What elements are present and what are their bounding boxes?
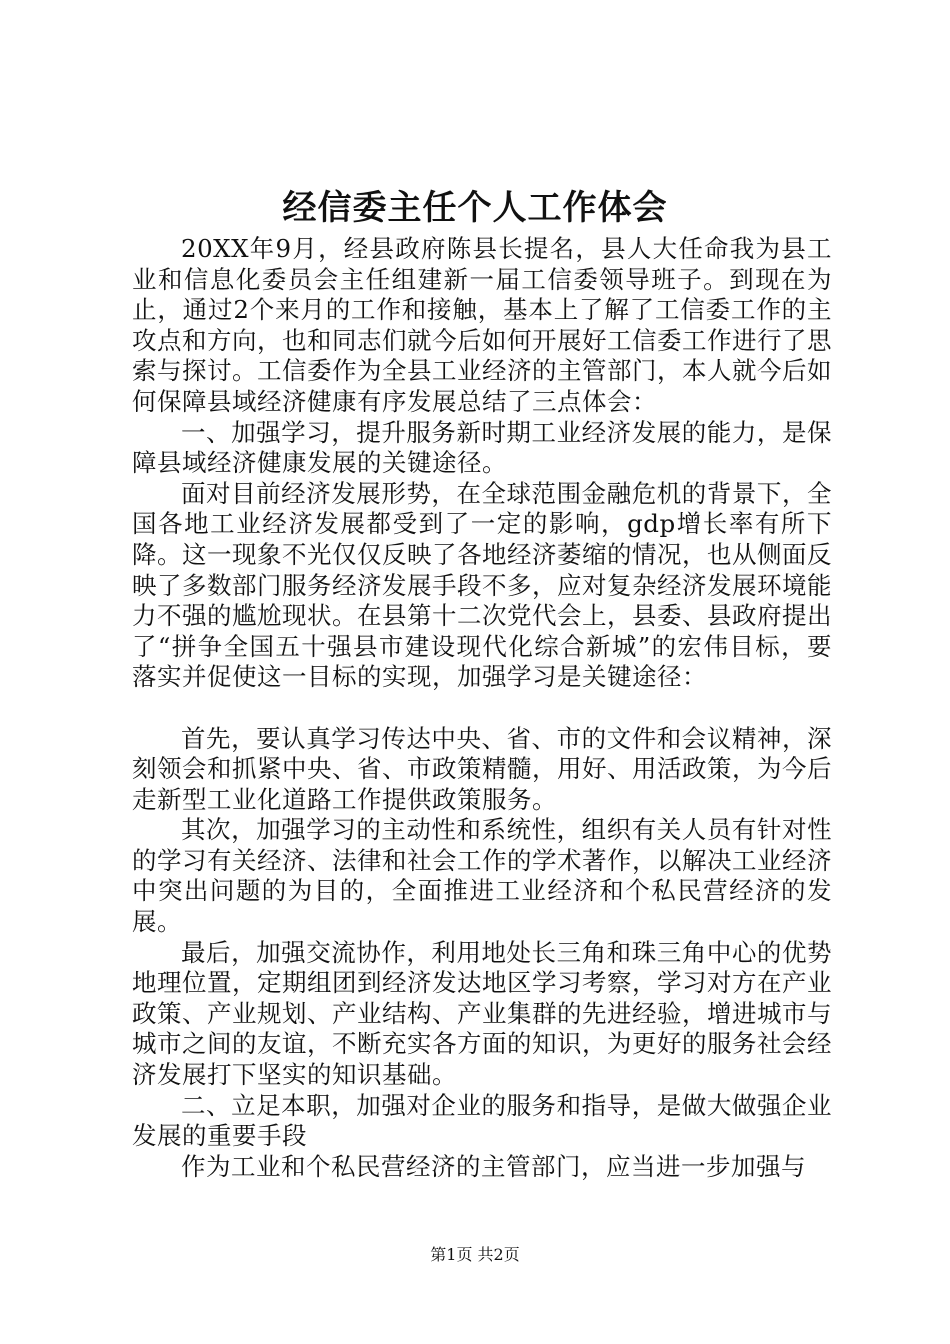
paragraph-economic-situation: 面对目前经济发展形势，在全球范围金融危机的背景下，全国各地工业经济发展都受到了一定的影响，gdp增长率有所下降。这一现象不光仅仅反映了各地经济萎缩的情况，也从侧面反映了多数部门服务经济发展手段不多，应对复杂经济发展环境能力不强的尴尬现状。在县第十二次党代会上，县委、县政府提出了“拼争全国五十强县市建设现代化综合新城”的宏伟目标，要落实并促使这一目标的实现，加强学习是关键途径：: [132, 478, 832, 692]
paragraph-last: 最后，加强交流协作，利用地处长三角和珠三角中心的优势地理位置，定期组团到经济发达地区学习考察，学习对方在产业政策、产业规划、产业结构、产业集群的先进经验，增进城市与城市之间的友谊，不断充实各方面的知识，为更好的服务社会经济发展打下坚实的知识基础。: [132, 937, 832, 1090]
document-title: 经信委主任个人工作体会: [282, 188, 668, 228]
paragraph-intro: 20XX年9月，经县政府陈县长提名，县人大任命我为县工业和信息化委员会主任组建新一届工信委领导班子。到现在为止，通过2个来月的工作和接触，基本上了解了工信委工作的主攻点和方向，也和同志们就今后如何开展好工信委工作进行了思索与探讨。工信委作为全县工业经济的主管部门，本人就今后如何保障县域经济健康有序发展总结了三点体会：: [132, 234, 832, 416]
paragraph-continued: 作为工业和个私民营经济的主管部门，应当进一步加强与: [181, 1151, 806, 1181]
paragraph-first: 首先，要认真学习传达中央、省、市的文件和会议精神，深刻领会和抓紧中央、省、市政策精髓，用好、用活政策，为今后走新型工业化道路工作提供政策服务。: [132, 723, 832, 814]
document-body: [132, 234, 832, 1182]
paragraph-heading-one: 一、加强学习，提升服务新时期工业经济发展的能力，是保障县域经济健康发展的关键途径。: [132, 417, 832, 478]
paragraph-second: 其次，加强学习的主动性和系统性，组织有关人员有针对性的学习有关经济、法律和社会工作的学术著作，以解决工业经济中突出问题的为目的，全面推进工业经济和个私民营经济的发展。: [132, 815, 832, 937]
page-number: 第1页 共2页: [430, 1245, 520, 1264]
paragraph-heading-two: 二、立足本职，加强对企业的服务和指导，是做大做强企业发展的重要手段: [132, 1090, 832, 1151]
